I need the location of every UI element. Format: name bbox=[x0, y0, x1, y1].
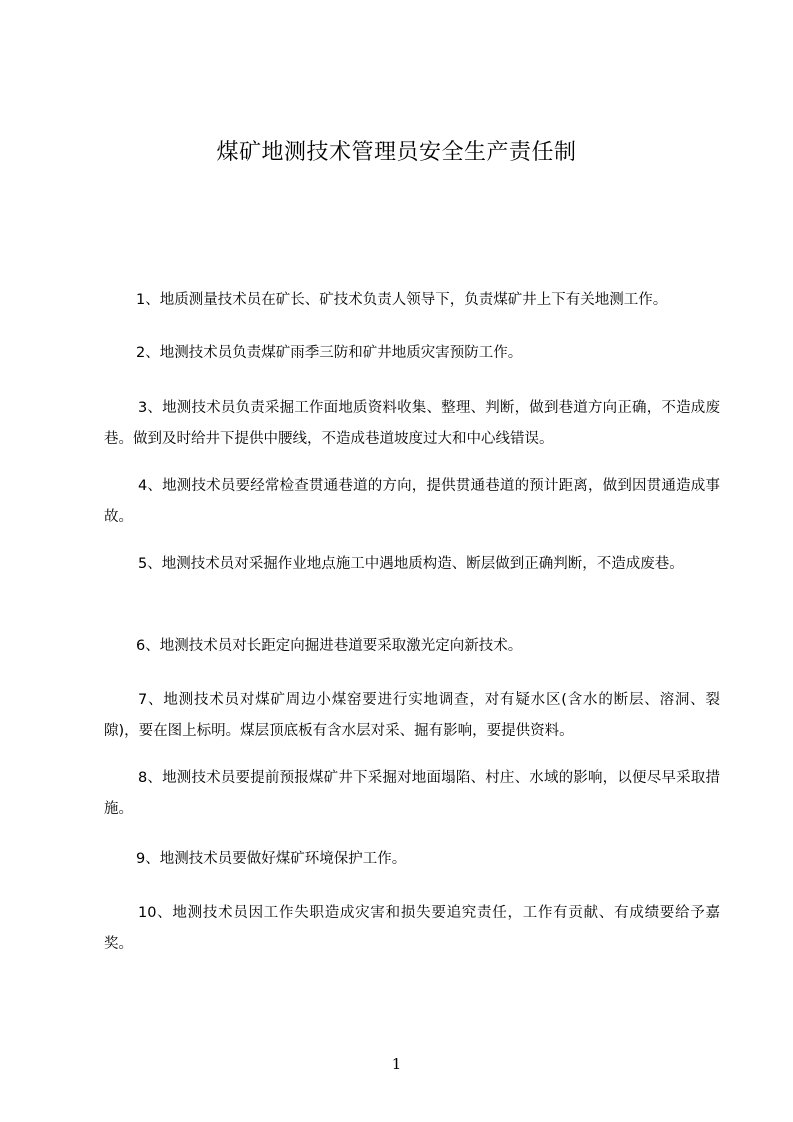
paragraph-2: 2、地测技术员负责煤矿雨季三防和矿井地质灾害预防工作。 bbox=[136, 345, 523, 361]
paragraph-4: 4、地测技术员要经常检查贯通巷道的方向，提供贯通巷道的预计距离，做到因贯通造成事故。 bbox=[104, 478, 720, 525]
paragraph-9: 9、地测技术员要做好煤矿环境保护工作。 bbox=[136, 851, 407, 867]
paragraph-6: 6、地测技术员对长距定向掘进巷道要采取激光定向新技术。 bbox=[136, 638, 523, 654]
paragraph-5: 5、地测技术员对采掘作业地点施工中遇地质构造、断层做到正确判断，不造成废巷。 bbox=[138, 556, 684, 572]
paragraph-8: 8、地测技术员要提前预报煤矿井下采掘对地面塌陷、村庄、水域的影响，以便尽早采取措施。 bbox=[104, 770, 720, 817]
paragraph-1: 1、地质测量技术员在矿长、矿技术负责人领导下，负责煤矿井上下有关地测工作。 bbox=[136, 292, 668, 308]
paragraph-7: 7、地测技术员对煤矿周边小煤窑要进行实地调查，对有疑水区(含水的断层、溶洞、裂隙)，要在图上标明。煤层顶底板有含水层对采、掘有影响，要提供资料。 bbox=[104, 692, 720, 739]
paragraph-3: 3、地测技术员负责采掘工作面地质资料收集、整理、判断，做到巷道方向正确，不造成废巷。做到及时给井下提供中腰线，不造成巷道坡度过大和中心线错误。 bbox=[104, 400, 720, 447]
paragraph-10: 10、地测技术员因工作失职造成灾害和损失要追究责任，工作有贡献、有成绩要给予嘉奖。 bbox=[104, 905, 720, 952]
document-title: 煤矿地测技术管理员安全生产责任制 bbox=[216, 140, 577, 165]
page-number: 1 bbox=[391, 1055, 402, 1073]
